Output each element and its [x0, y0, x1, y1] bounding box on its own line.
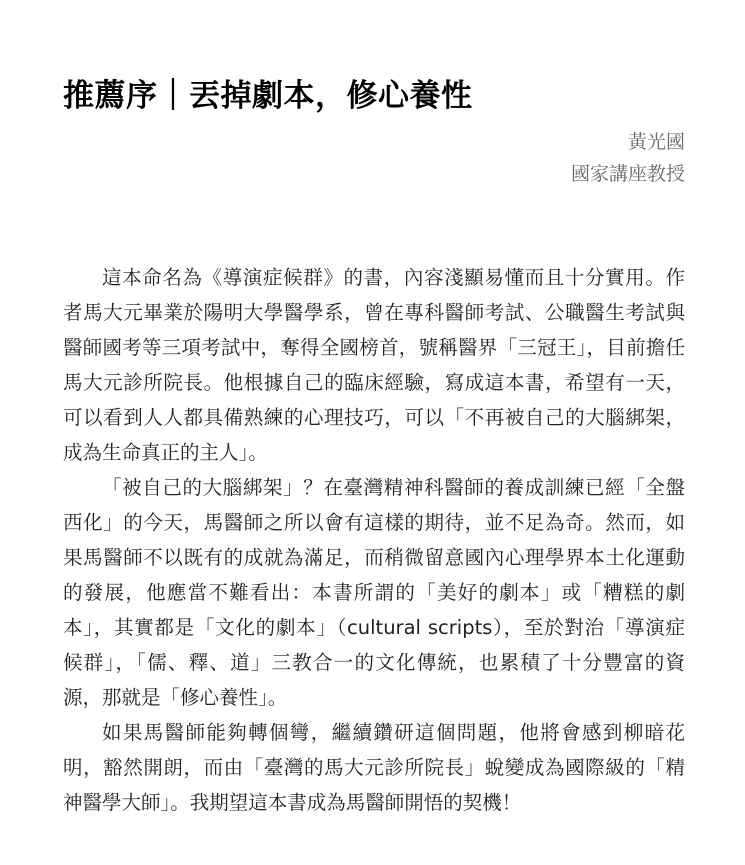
article-title: 推薦序｜丟掉劇本，修心養性	[63, 78, 473, 114]
author-byline	[571, 126, 685, 190]
author-position: 國家講座教授	[570, 163, 685, 185]
paragraph: 「被自己的大腦綁架」？在臺灣精神科醫師的養成訓練已經「全盤西化」的今天，馬醫師之所以會有這樣的期待，並不足為奇。然而，如果馬醫師不以既有的成就為滿足，而稍微留意國內心理學界本土化運動的發展，他應當不難看出：本書所謂的「美好的劇本」或「糟糕的劇本」，其實都是「文化的劇本」（cultural scripts），至於對治「導演症候群」，「儒、釋、道」三教合一的文化傳統，也累積了十分豐富的資源，那就是「修心養性」。	[63, 476, 685, 709]
paragraph: 這本命名為《導演症候群》的書，內容淺顯易懂而且十分實用。作者馬大元畢業於陽明大學醫學系，曾在專科醫師考試、公職醫生考試與醫師國考等三項考試中，奪得全國榜首，號稱醫界「三冠王」，目前擔任馬大元診所院長。他根據自己的臨床經驗，寫成這本書，希望有一天，可以看到人人都具備熟練的心理技巧，可以「不再被自己的大腦綁架，成為生命真正的主人」。	[63, 266, 685, 464]
article-body	[63, 260, 685, 820]
author-name: 黃光國	[627, 131, 685, 153]
paragraph: 如果馬醫師能夠轉個彎，繼續鑽研這個問題，他將會感到柳暗花明，豁然開朗，而由「臺灣的馬大元診所院長」蛻變成為國際級的「精神醫學大師」。我期望這本書成為馬醫師開悟的契機！	[63, 721, 685, 814]
